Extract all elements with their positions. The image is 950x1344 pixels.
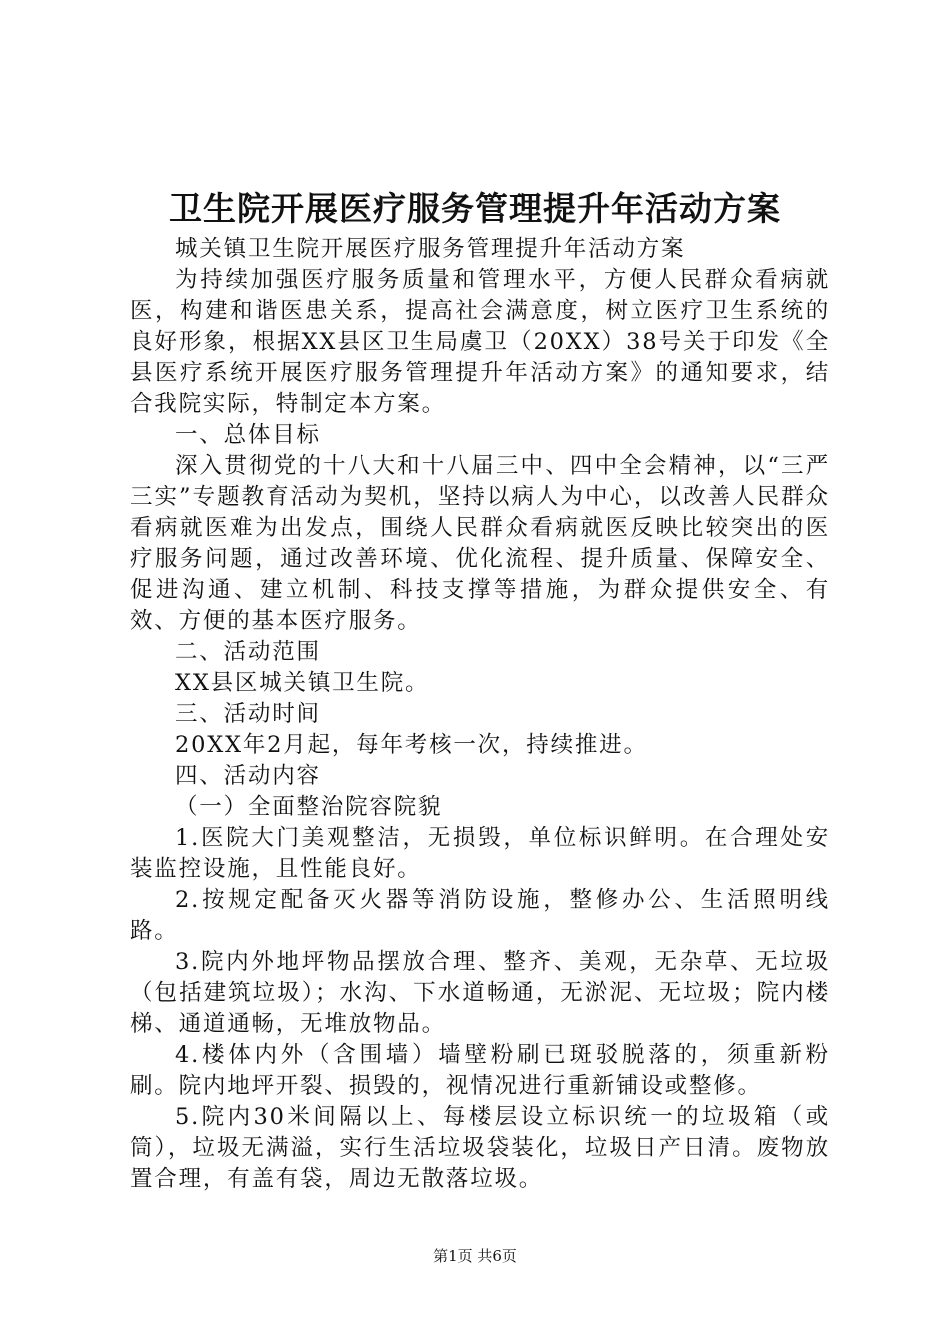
body-paragraph: XX县区城关镇卫生院。 (175, 670, 430, 696)
body-paragraph: 为持续加强医疗服务质量和管理水平，方便人民群众看病就医，构建和谐医患关系，提高社会满意度，树立医疗卫生系统的良好形象，根据XX县区卫生局虞卫（20XX）38号关于印发《全县医疗系统开展医疗服务管理提升年活动方案》的通知要求，结合我院实际，特制定本方案。 (130, 267, 830, 417)
subsection-heading: （一）全面整治院容院貌 (175, 794, 443, 820)
body-paragraph: 深入贯彻党的十八大和十八届三中、四中全会精神，以“三严三实”专题教育活动为契机，坚持以病人为中心，以改善人民群众看病就医难为出发点，围绕人民群众看病就医反映比较突出的医疗服务问题，通过改善环境、优化流程、提升质量、保障安全、促进沟通、建立机制、科技支撑等措施，为群众提供安全、有效、方便的基本医疗服务。 (130, 453, 830, 634)
body-paragraph: 城关镇卫生院开展医疗服务管理提升年活动方案 (175, 236, 686, 262)
list-item: 5.院内30米间隔以上、每楼层设立标识统一的垃圾箱（或筒），垃圾无满溢，实行生活垃圾袋装化，垃圾日产日清。废物放置合理，有盖有袋，周边无散落垃圾。 (130, 1104, 830, 1192)
section-heading: 三、活动时间 (175, 701, 321, 727)
page-number: 第1页 共6页 (433, 1247, 517, 1265)
document-title: 卫生院开展医疗服务管理提升年活动方案 (169, 189, 781, 228)
section-heading: 四、活动内容 (175, 763, 321, 789)
section-heading: 二、活动范围 (175, 639, 321, 665)
body-paragraph: 20XX年2月起，每年考核一次，持续推进。 (175, 732, 648, 758)
list-item: 3.院内外地坪物品摆放合理、整齐、美观，无杂草、无垃圾（包括建筑垃圾）；水沟、下水道畅通，无淤泥、无垃圾；院内楼梯、通道通畅，无堆放物品。 (130, 949, 830, 1037)
document-body (130, 234, 830, 1195)
list-item: 2.按规定配备灭火器等消防设施，整修办公、生活照明线路。 (130, 887, 830, 944)
section-heading: 一、总体目标 (175, 422, 321, 448)
list-item: 4.楼体内外（含围墙）墙壁粉刷已斑驳脱落的，须重新粉刷。院内地坪开裂、损毁的，视情况进行重新铺设或整修。 (130, 1042, 830, 1099)
list-item: 1.医院大门美观整洁，无损毁，单位标识鲜明。在合理处安装监控设施，且性能良好。 (130, 825, 830, 882)
